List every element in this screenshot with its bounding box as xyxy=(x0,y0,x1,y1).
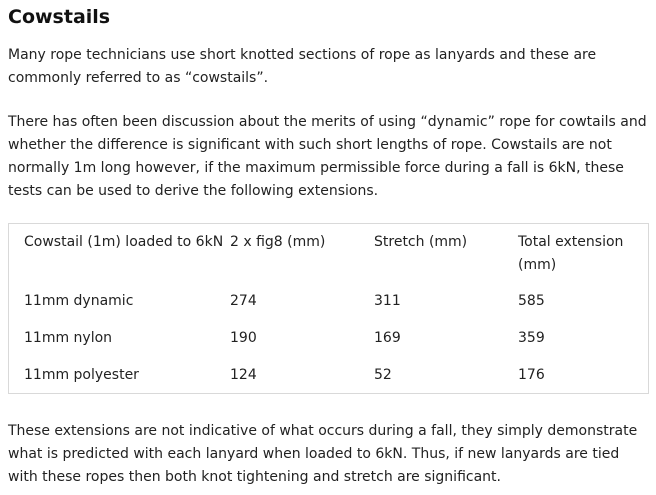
column-header: Total extension (mm) xyxy=(518,234,624,273)
rope-type-cell: 11mm nylon xyxy=(24,330,113,346)
total-extension-cell: 176 xyxy=(518,367,545,383)
knot-extension-cell: 274 xyxy=(230,293,257,309)
total-extension-cell: 359 xyxy=(518,330,545,346)
stretch-cell: 311 xyxy=(374,293,401,309)
conclusion-paragraph: These extensions are not indicative of what occurs during a fall, they simply demonstrate what is predicted with each lanyard when loaded to 6kN. Thus, if new lanyards are tied with these ropes then both knot tightening and stretch are significant. xyxy=(8,423,638,485)
section-title: Cowstails xyxy=(8,6,111,28)
rope-type-cell: 11mm polyester xyxy=(24,367,139,383)
stretch-cell: 52 xyxy=(374,367,392,383)
column-header: Cowstail (1m) loaded to 6kN xyxy=(24,234,224,250)
knot-extension-cell: 190 xyxy=(230,330,257,346)
table-row xyxy=(24,364,638,401)
table-row xyxy=(24,290,638,327)
table-row xyxy=(24,327,638,364)
total-extension-cell: 585 xyxy=(518,293,545,309)
extension-table xyxy=(24,231,638,401)
knot-extension-cell: 124 xyxy=(230,367,257,383)
rope-type-cell: 11mm dynamic xyxy=(24,293,134,309)
discussion-paragraph: There has often been discussion about the merits of using “dynamic” rope for cowtails and whether the difference is significant with such short lengths of rope. Cowstails are not normally 1m long however, if the maximum permissible force during a fall is 6kN, these tests can be used to derive the following extensions. xyxy=(8,114,647,199)
extension-table-container xyxy=(8,223,649,394)
column-header: Stretch (mm) xyxy=(374,234,468,250)
intro-paragraph: Many rope technicians use short knotted sections of rope as lanyards and these are commonly referred to as “cowstails”. xyxy=(8,47,597,86)
table-header-row xyxy=(24,231,638,290)
column-header: 2 x fig8 (mm) xyxy=(230,234,326,250)
stretch-cell: 169 xyxy=(374,330,401,346)
